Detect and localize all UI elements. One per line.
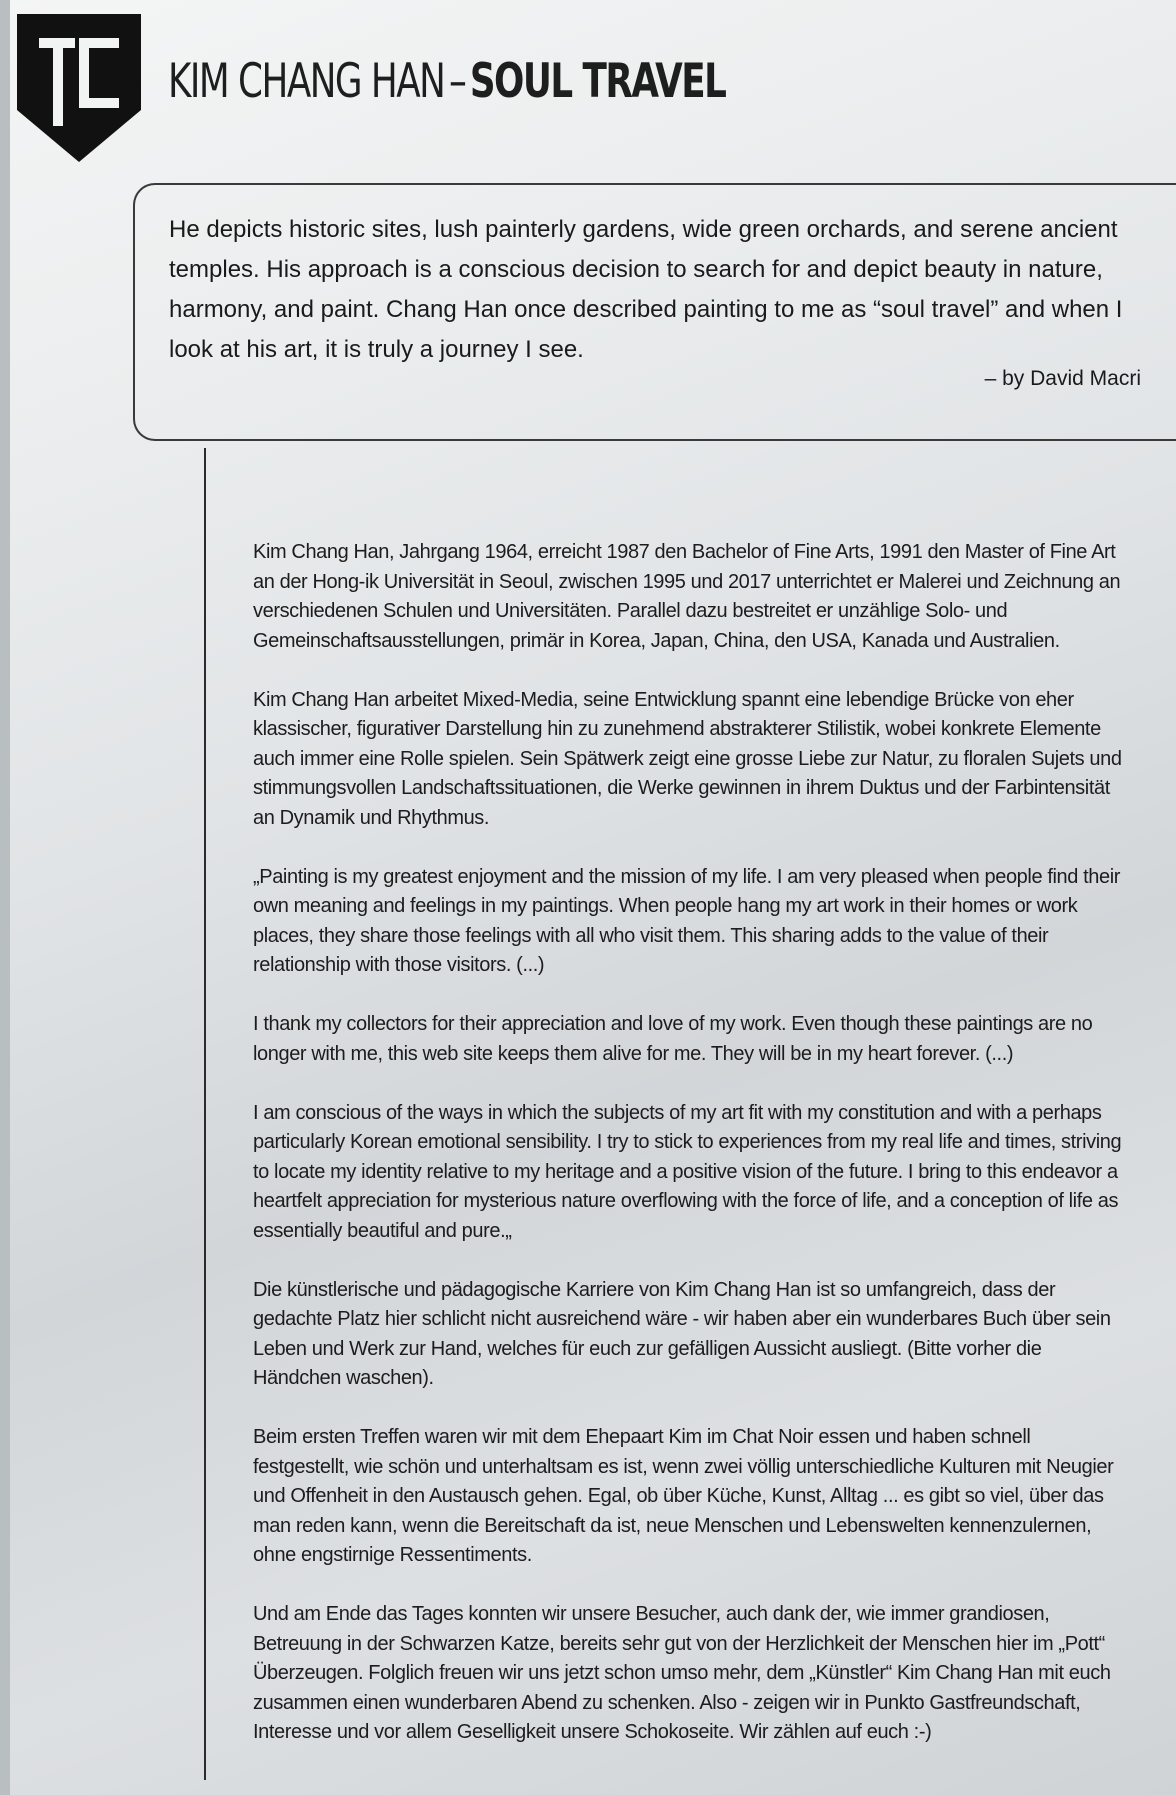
body-text	[253, 538, 1123, 1777]
quote-text: He depicts historic sites, lush painterly gardens, wide green orchards, and serene ancient temples. His approach is a conscious decision to search for and depict beauty in nature, harmony, and paint. Chang Han once described painting to me as “soul travel” and when I look at his art, it is truly a journey I see.	[169, 216, 1123, 363]
paragraph-artist-quote-2: I thank my collectors for their appreciation and love of my work. Even though these paintings are no longer with me, this web site keeps them alive for me. They will be in my heart forever. (...)	[253, 1013, 1093, 1065]
vertical-divider	[204, 448, 206, 1780]
paragraph-artist-quote-3: I am conscious of the ways in which the subjects of my art fit with my constitution and with a perhaps particularly Korean emotional sensibility. I try to stick to experiences from my real life and times, striving to locate my identity relative to my heritage and a positive vision of the future. I bring to this endeavor a heartfelt appreciation for mysterious nature overflowing with the force of life, and a conception of life as essentially beautiful and pure.„	[253, 1101, 1122, 1242]
page-title	[168, 54, 725, 110]
paragraph-career: Die künstlerische und pädagogische Karriere von Kim Chang Han ist so umfangreich, dass der gedachte Platz hier schlicht nicht ausreichend wäre - wir haben aber ein wunderbares Buch über sein Leben und Werk zur Hand, welches für euch zur gefälligen Aussicht ausliegt. (Bitte vorher die Händchen waschen).	[253, 1278, 1111, 1389]
tc-shield-logo	[17, 14, 141, 162]
paragraph-style: Kim Chang Han arbeitet Mixed-Media, seine Entwicklung spannt eine lebendige Brücke von eher klassischer, figurativer Darstellung hin zu zunehmend abstrakterer Stilistik, wobei konkrete Elemente auch immer eine Rolle spielen. Sein Spätwerk zeigt eine grosse Liebe zur Natur, zu floralen Sujets und stimmungsvollen Landschaftssituationen, die Werke gewinnen in ihrem Duktus und der Farbintensität an Dynamik und Rhythmus.	[253, 688, 1122, 829]
title-separator: –	[448, 54, 466, 109]
paragraph-first-meeting: Beim ersten Treffen waren wir mit dem Ehepaart Kim im Chat Noir essen und haben schnell festgestellt, wie schön und unterhaltsam es ist, wenn zwei völlig unterschiedliche Kulturen mit Neugier und Offenheit in den Austausch gehen. Egal, ob über Küche, Kunst, Alltag ... es gibt so viel, über das man reden kann, wenn die Bereitschaft da ist, neue Menschen und Lebenswelten kennenzulernen, ohne engstirnige Ressentiments.	[253, 1426, 1114, 1566]
paragraph-invitation: Und am Ende das Tages konnten wir unsere Besucher, auch dank der, wie immer grandiosen, Betreuung in der Schwarzen Katze, bereits sehr gut von der Herzlichkeit der Menschen hier im „Pott“ Überzeugen. Folglich freuen wir uns jetzt schon umso mehr, dem „Künstler“ Kim Chang Han mit euch zusammen einen wunderbaren Abend zu schenken. Also - zeigen wir in Punkto Gastfreundschaft, Interesse und vor allem Geselligkeit unsere Schokoseite. Wir zählen auf euch :-)	[253, 1603, 1111, 1743]
quote-box	[133, 183, 1176, 441]
paragraph-artist-quote-1: „Painting is my greatest enjoyment and the mission of my life. I am very pleased when people find their own meaning and feelings in my paintings. When people hang my art work in their homes or work places, they share those feelings with all who visit them. This sharing adds to the value of their relationship with those visitors. (...)	[253, 865, 1121, 976]
quote-author: – by David Macri	[984, 367, 1141, 390]
paragraph-biography: Kim Chang Han, Jahrgang 1964, erreicht 1987 den Bachelor of Fine Arts, 1991 den Master of Fine Art an der Hong-ik Universität in Seoul, zwischen 1995 und 2017 unterrichtet er Malerei und Zeichnung an verschiedenen Schulen und Universitäten. Parallel dazu bestreitet er unzählige Solo- und Gemeinschaftsausstellungen, primär in Korea, Japan, China, den USA, Kanada und Australien.	[253, 541, 1121, 652]
title-artist-name: KIM CHANG HAN	[168, 54, 445, 109]
poster-edge-shadow	[0, 0, 10, 1795]
title-subtitle: SOUL TRAVEL	[469, 54, 726, 109]
